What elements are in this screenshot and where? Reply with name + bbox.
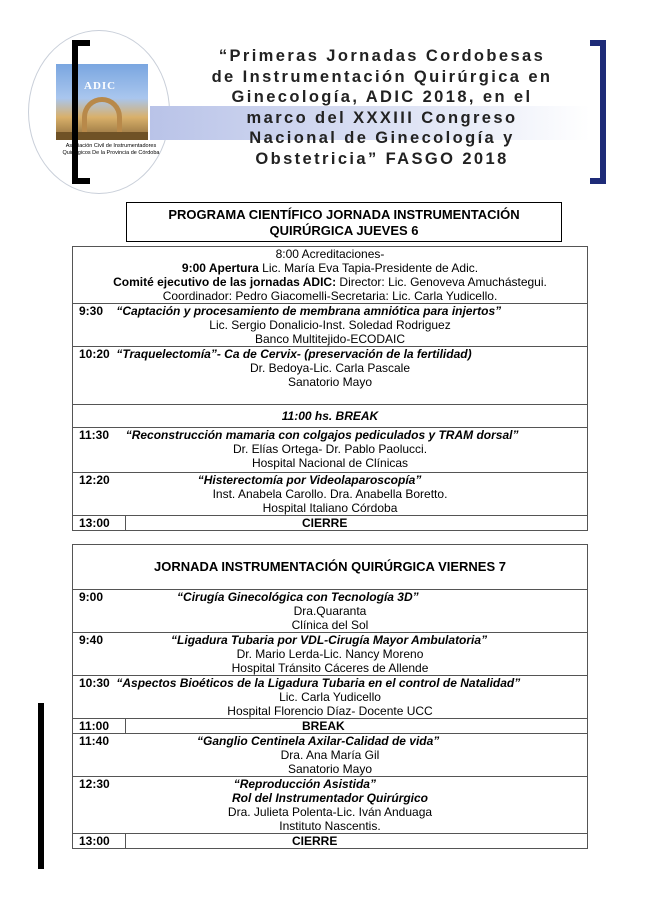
break-cell: 11:00 hs. BREAK xyxy=(73,405,588,428)
session-title: “Traquelectomía”- Ca de Cervix- (preservación de la fertilidad) xyxy=(116,347,472,361)
table-row xyxy=(73,834,588,849)
table-row xyxy=(73,676,588,719)
session-heading xyxy=(79,347,581,361)
title-line: Ginecología, ADIC 2018, en el xyxy=(231,88,533,106)
session-venue: Clínica del Sol xyxy=(291,618,369,632)
opening-text: Lic. María Eva Tapia-Presidente de Adic. xyxy=(258,261,479,275)
opening-line xyxy=(79,275,581,289)
session-speakers: Dr. Mario Lerda-Lic. Nancy Moreno xyxy=(236,647,424,661)
title-line: “Primeras Jornadas Cordobesas xyxy=(218,47,546,65)
title-line: de Instrumentación Quirúrgica en xyxy=(211,67,553,86)
session-time: 10:20 xyxy=(79,347,110,361)
session-time: 10:30 xyxy=(79,676,110,690)
committee-text: Director: Lic. Genoveva Amuchástegui. xyxy=(336,275,547,289)
opening-bold: 9:00 Apertura xyxy=(181,261,259,275)
session-heading xyxy=(79,676,581,690)
session-time: 11:40 xyxy=(79,734,110,748)
session-speakers: Inst. Anabela Carollo. Dra. Anabella Boretto. xyxy=(212,487,448,501)
session-speakers: Dr. Bedoya-Lic. Carla Pascale xyxy=(249,361,411,375)
session-venue: Instituto Nascentis. xyxy=(279,819,381,833)
session-cell xyxy=(73,676,588,719)
session-heading xyxy=(79,777,581,791)
table-row xyxy=(73,719,588,734)
day1-program-table xyxy=(72,246,588,531)
table-row xyxy=(73,633,588,676)
session-cell xyxy=(73,473,588,516)
day2-header: JORNADA INSTRUMENTACIÓN QUIRÚRGICA VIERNES 7 xyxy=(73,545,588,590)
logo-photo xyxy=(56,64,148,140)
session-time: 9:40 xyxy=(79,633,104,647)
table-row xyxy=(73,545,588,590)
title-line: Nacional de Ginecología y xyxy=(249,129,515,147)
session-speakers: Lic. Sergio Donalicio-Inst. Soledad Rodriguez xyxy=(209,318,451,332)
session-venue: Hospital Nacional de Clínicas xyxy=(251,456,409,470)
logo-caption: Asociación Civil de Instrumentadores Quirúrgicos De la Provincia de Córdoba xyxy=(62,143,160,156)
table-row xyxy=(73,428,588,473)
table-row xyxy=(73,473,588,516)
session-venue: Hospital Italiano Córdoba xyxy=(262,501,398,515)
opening-line: 8:00 Acreditaciones- xyxy=(275,247,385,261)
session-heading xyxy=(79,734,581,748)
session-venue: Hospital Tránsito Cáceres de Allende xyxy=(231,661,429,675)
session-subtitle: Rol del Instrumentador Quirúrgico xyxy=(231,791,428,805)
close-label: CIERRE xyxy=(126,516,588,531)
session-title: “Aspectos Bioéticos de la Ligadura Tubaria en el control de Natalidad” xyxy=(116,676,521,690)
session-title: “Reconstrucción mamaria con colgajos pediculados y TRAM dorsal” xyxy=(125,428,519,442)
session-speakers: Lic. Carla Yudicello xyxy=(279,690,381,704)
session-title: “Histerectomía por Videolaparoscopía” xyxy=(197,473,422,487)
session-heading xyxy=(79,473,581,487)
session-speakers: Dra. Ana María Gil xyxy=(280,748,380,762)
session-cell xyxy=(73,590,588,633)
session-heading xyxy=(79,304,581,318)
opening-line: Coordinador: Pedro Giacomelli-Secretaria: Lic. Carla Yudicello. xyxy=(162,289,498,303)
table-row xyxy=(73,304,588,347)
logo-text: ADIC xyxy=(84,80,117,92)
break-label: BREAK xyxy=(126,719,588,734)
session-venue: Hospital Florencio Díaz- Docente UCC xyxy=(227,704,433,718)
session-time: 9:00 xyxy=(79,590,104,604)
session-speakers: Dra. Julieta Polenta-Lic. Iván Anduaga xyxy=(227,805,433,819)
close-time: 13:00 xyxy=(73,516,126,531)
session-speakers: Dra.Quaranta xyxy=(293,604,367,618)
close-time: 13:00 xyxy=(73,834,126,849)
day1-header xyxy=(126,202,562,242)
break-time: 11:00 xyxy=(73,719,126,734)
opening-line xyxy=(79,261,581,275)
left-vertical-bar xyxy=(38,703,44,869)
close-label: CIERRE xyxy=(126,834,588,849)
session-time: 12:30 xyxy=(79,777,110,791)
session-cell xyxy=(73,734,588,777)
table-row xyxy=(73,247,588,304)
session-cell xyxy=(73,428,588,473)
session-heading xyxy=(79,428,581,442)
day1-header-line: PROGRAMA CIENTÍFICO JORNADA INSTRUMENTACIÓN xyxy=(168,207,520,222)
session-title: “Captación y procesamiento de membrana amniótica para injertos” xyxy=(116,304,502,318)
session-title: “Reproducción Asistida” xyxy=(233,777,376,791)
session-title: “Ganglio Centinela Axilar-Calidad de vida” xyxy=(197,734,440,748)
session-cell xyxy=(73,347,588,405)
table-row xyxy=(73,347,588,405)
table-row xyxy=(73,734,588,777)
session-cell xyxy=(73,304,588,347)
day2-program-table xyxy=(72,544,588,849)
session-time: 9:30 xyxy=(79,304,104,318)
table-row xyxy=(73,590,588,633)
committee-bold: Comité ejecutivo de las jornadas ADIC: xyxy=(113,275,337,289)
logo-ground xyxy=(56,132,148,140)
opening-cell xyxy=(73,247,588,304)
table-row xyxy=(73,777,588,834)
right-bracket-decoration xyxy=(590,40,606,184)
table-row xyxy=(73,405,588,428)
session-venue: Sanatorio Mayo xyxy=(287,762,373,776)
session-heading xyxy=(79,590,581,604)
session-cell xyxy=(73,633,588,676)
session-heading xyxy=(79,633,581,647)
table-row xyxy=(73,516,588,531)
session-venue: Banco Multitejido-ECODAIC xyxy=(254,332,406,346)
left-bracket-decoration xyxy=(72,40,90,184)
session-title: “Ligadura Tubaria por VDL-Cirugía Mayor Ambulatoria” xyxy=(171,633,488,647)
session-speakers: Dr. Elías Ortega- Dr. Pablo Paolucci. xyxy=(232,442,428,456)
title-line: marco del XXXIII Congreso xyxy=(246,108,518,127)
session-title-wrap xyxy=(110,473,422,487)
title-line: Obstetricia” FASGO 2018 xyxy=(255,149,509,168)
session-time: 11:30 xyxy=(79,428,110,442)
session-cell xyxy=(73,777,588,834)
event-title xyxy=(172,46,592,169)
session-title: “Cirugía Ginecológica con Tecnología 3D” xyxy=(177,590,419,604)
day1-header-line: QUIRÚRGICA JUEVES 6 xyxy=(269,223,419,238)
session-venue: Sanatorio Mayo xyxy=(287,375,373,389)
session-time: 12:20 xyxy=(79,473,110,487)
